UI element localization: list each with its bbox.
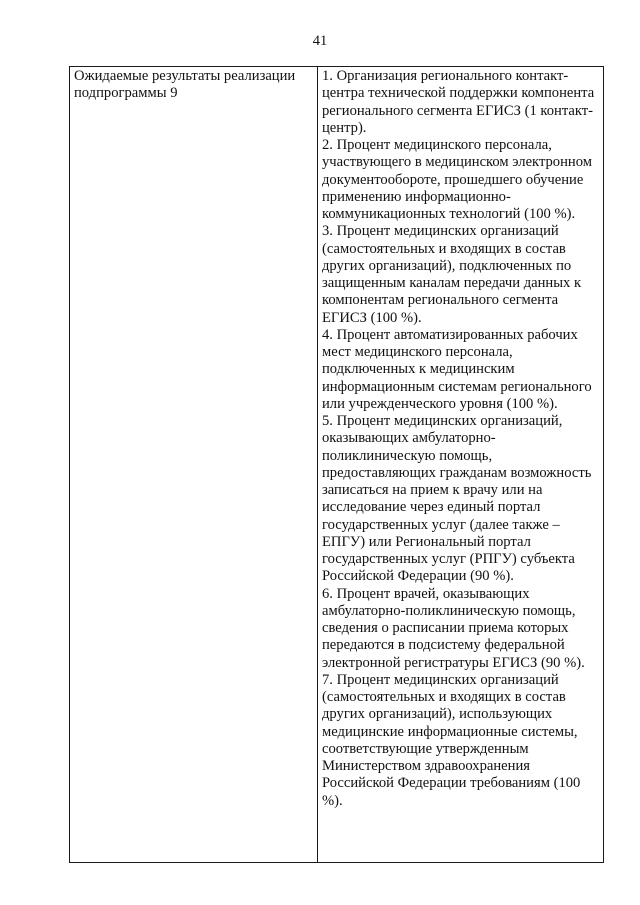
- result-item-4: 4. Процент автоматизированных рабочих мест медицинского персонала, подключенных к медицинским информационным системам регионального или учрежденческого уровня (100 %).: [322, 326, 592, 412]
- result-item-5: 5. Процент медицинских организаций, оказывающих амбулаторно-поликлиническую помощь, предоставляющих гражданам возможность записаться на прием к врачу или на исследование через единый портал государственных услуг (далее также – ЕПГУ) или Региональный портал государственных услуг (РПГУ) субъекта Российской Федерации (90 %).: [322, 413, 592, 585]
- result-item-3: 3. Процент медицинских организаций (самостоятельных и входящих в состав других организаций), подключенных по защищенным каналам передачи данных к компонентам регионального сегмента ЕГИСЗ (100 %).: [322, 223, 582, 326]
- result-item-1: 1. Организация регионального контакт-центра технической поддержки компонента регионального сегмента ЕГИСЗ (1 контакт-центр).: [322, 68, 595, 136]
- result-item-2: 2. Процент медицинского персонала, участвующего в медицинском электронном документообороте, прошедшего обучение применению информационно-коммуникационных технологий (100 %).: [322, 137, 592, 222]
- result-item-6: 6. Процент врачей, оказывающих амбулаторно-поликлиническую помощь, сведения о расписании приема которых передаются в подсистему федеральной электронной регистратуры ЕГИСЗ (90 %).: [322, 585, 585, 671]
- row-label: Ожидаемые результаты реализации подпрограммы 9: [70, 67, 318, 863]
- results-table: [69, 66, 604, 863]
- table-row: [70, 67, 604, 863]
- page-number: 41: [312, 33, 328, 49]
- results-cell: [318, 67, 604, 863]
- result-item-7: 7. Процент медицинских организаций (самостоятельных и входящих в состав других организаций), использующих медицинские информационные системы, соответствующие утвержденным Министерством здравоохранения Российской Федерации требованиям (100 %).: [322, 671, 581, 809]
